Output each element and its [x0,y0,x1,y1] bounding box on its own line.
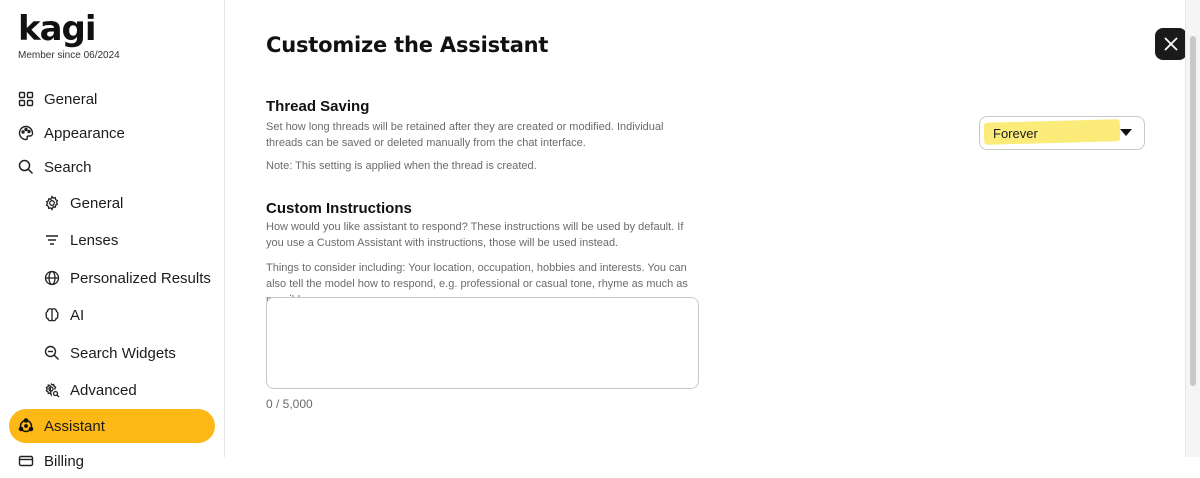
sidebar-item-label: Lenses [70,231,119,249]
thread-saving-select[interactable] [979,116,1145,150]
sidebar-item-advanced[interactable] [44,373,137,407]
page-title: Customize the Assistant [266,33,549,57]
sidebar-item-search[interactable] [18,150,92,184]
sidebar-item-personalized-results[interactable] [44,261,211,295]
grid-icon [18,91,34,107]
palette-icon [18,125,34,141]
sidebar-item-label: Search [44,158,92,176]
chevron-down-icon [1120,129,1132,136]
thread-saving-title: Thread Saving [266,98,370,115]
thread-saving-selected-value: Forever [993,126,1038,141]
member-since: Member since 06/2024 [18,50,120,61]
sidebar-item-appearance[interactable] [18,116,125,150]
kagi-logo[interactable]: kagi [18,9,96,49]
search-widget-icon [44,345,60,361]
sidebar [0,0,225,470]
main-panel [225,0,1200,457]
close-button[interactable] [1155,28,1187,60]
sidebar-item-assistant[interactable] [9,409,215,443]
scrollbar[interactable] [1185,0,1200,457]
sidebar-item-label: General [44,90,98,108]
sidebar-item-search-widgets[interactable] [44,336,176,370]
scrollbar-thumb[interactable] [1190,36,1196,386]
billing-icon [18,453,34,469]
sidebar-item-label: Billing [44,452,85,470]
character-counter: 0 / 5,000 [266,397,313,411]
assistant-icon [18,418,34,434]
sidebar-item-ai[interactable] [44,298,84,332]
advanced-gear-icon [44,382,60,398]
brain-icon [44,307,60,323]
custom-instructions-hint: Things to consider including: Your location, occupation, hobbies and interests. You can also tell the model how to respond, e.g. professional or casual tone, rhyme as much as [266,262,688,290]
sidebar-item-label: General [70,194,124,212]
thread-saving-description: Set how long threads will be retained after they are created or modified. Individual threads can be saved or deleted manually from the chat interface. [266,121,664,149]
globe-icon [44,270,60,286]
sidebar-item-label: Assistant [44,417,105,435]
custom-instructions-textarea[interactable] [266,297,699,389]
sidebar-item-billing[interactable] [18,444,84,478]
sidebar-item-lenses[interactable] [44,223,118,257]
sidebar-item-search-general[interactable] [44,186,123,220]
sidebar-item-general[interactable] [18,82,97,116]
gear-icon [44,195,60,211]
search-icon [18,159,34,175]
close-icon [1163,36,1179,52]
sidebar-item-label: Advanced [70,381,137,399]
sidebar-item-label: Search Widgets [70,344,176,362]
custom-instructions-description: How would you like assistant to respond? These instructions will be used by default. If you use a Custom Assistant with instructions, those will be used instead. [266,221,684,249]
sidebar-item-label: AI [70,306,85,324]
thread-saving-note: Note: This setting is applied when the thread is created. [266,160,537,172]
sidebar-item-label: Appearance [44,124,125,142]
sidebar-item-label: Personalized Results [70,269,211,287]
custom-instructions-title: Custom Instructions [266,200,412,217]
filter-icon [44,232,60,248]
